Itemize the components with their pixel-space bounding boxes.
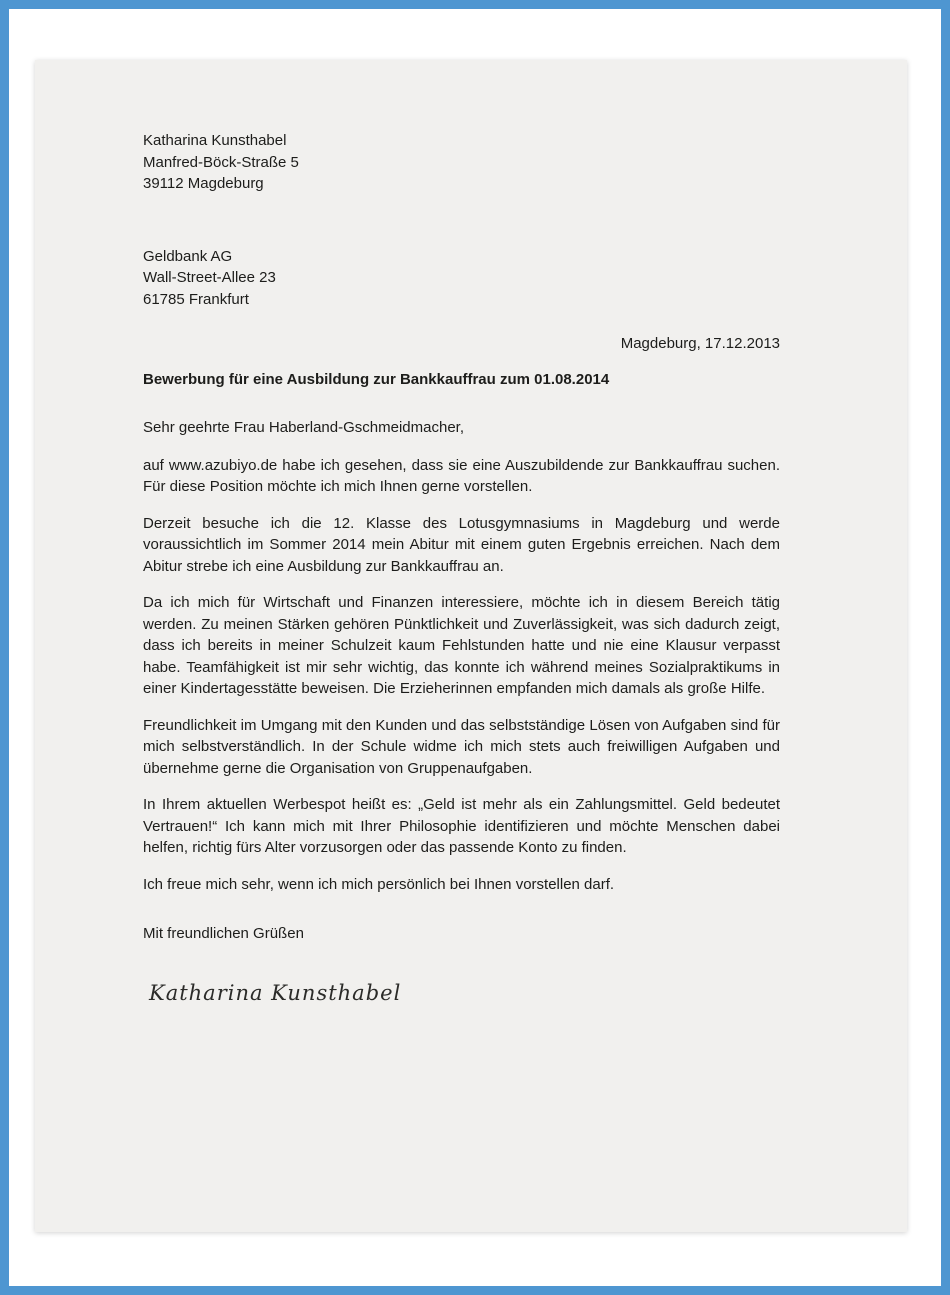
recipient-company: Geldbank AG <box>143 247 233 265</box>
sender-city: 39112 Magdeburg <box>143 175 264 192</box>
recipient-street: Wall-Street-Allee 23 <box>143 269 276 286</box>
sender-address-block <box>143 130 780 195</box>
closing-phrase: Mit freundlichen Grüßen <box>143 925 304 942</box>
paragraph-1: auf www.azubiyo.de habe ich gesehen, dass sie eine Auszubildende zur Bankkauffrau suchen. Für diese Position möchte ich mich Ihnen gerne vorstellen. <box>143 456 780 495</box>
recipient-city: 61785 Frankfurt <box>143 290 249 308</box>
paragraph-4: Freundlichkeit im Umgang mit den Kunden und das selbstständige Lösen von Aufgaben sind für mich selbstverständlich. In der Schule widme ich mich stets auch freiwilligen Aufgaben und übernehme gerne die Organisation von Gruppenaufgaben. <box>143 716 780 777</box>
paragraph-6: Ich freue mich sehr, wenn ich mich persönlich bei Ihnen vorstellen darf. <box>143 875 615 893</box>
salutation: Sehr geehrte Frau Haberland-Gschmeidmacher, <box>143 419 464 436</box>
recipient-address-block <box>143 246 780 311</box>
letter-page <box>35 60 907 1232</box>
paragraph-3: Da ich mich für Wirtschaft und Finanzen interessiere, möchte ich in diesem Bereich tätig werden. Zu meinen Stärken gehören Pünktlichkeit und Zuverlässigkeit, was sich dadurch zeigt, dass ich bereits in meiner Schulzeit kaum Fehlstunden hatte und nie eine Klausur verpasst habe. Teamfähigkeit ist mir sehr wichtig, das konnte ich während meines Sozialpraktikums in einer Kindertagesstätte beweisen. Die Erzieherinnen empfanden mich damals als große Hilfe. <box>143 594 780 697</box>
address-spacer <box>143 195 780 246</box>
subject-line: Bewerbung für eine Ausbildung zur Bankkauffrau zum 01.08.2014 <box>143 370 610 388</box>
paragraph-2: Derzeit besuche ich die 12. Klasse des Lotusgymnasiums in Magdeburg und werde voraussichtlich im Sommer 2014 mein Abitur mit einem guten Ergebnis erreichen. Nach dem Abitur strebe ich eine Ausbildung zur Bankkauffrau an. <box>143 514 780 575</box>
sender-name: Katharina Kunsthabel <box>143 132 287 149</box>
letter-content <box>143 130 780 1004</box>
handwritten-signature: Katharina Kunsthabel <box>149 980 402 1005</box>
paragraph-5: In Ihrem aktuellen Werbespot heißt es: „Geld ist mehr als ein Zahlungsmittel. Geld bedeutet Vertrauen!“ Ich kann mich mit Ihrer Philosophie identifizieren und möchte Menschen dabei helfen, richtig fürs Alter vorzusorgen oder das passende Konto zu finden. <box>143 796 780 856</box>
sender-street: Manfred-Böck-Straße 5 <box>143 153 299 171</box>
date-line: Magdeburg, 17.12.2013 <box>620 335 780 352</box>
